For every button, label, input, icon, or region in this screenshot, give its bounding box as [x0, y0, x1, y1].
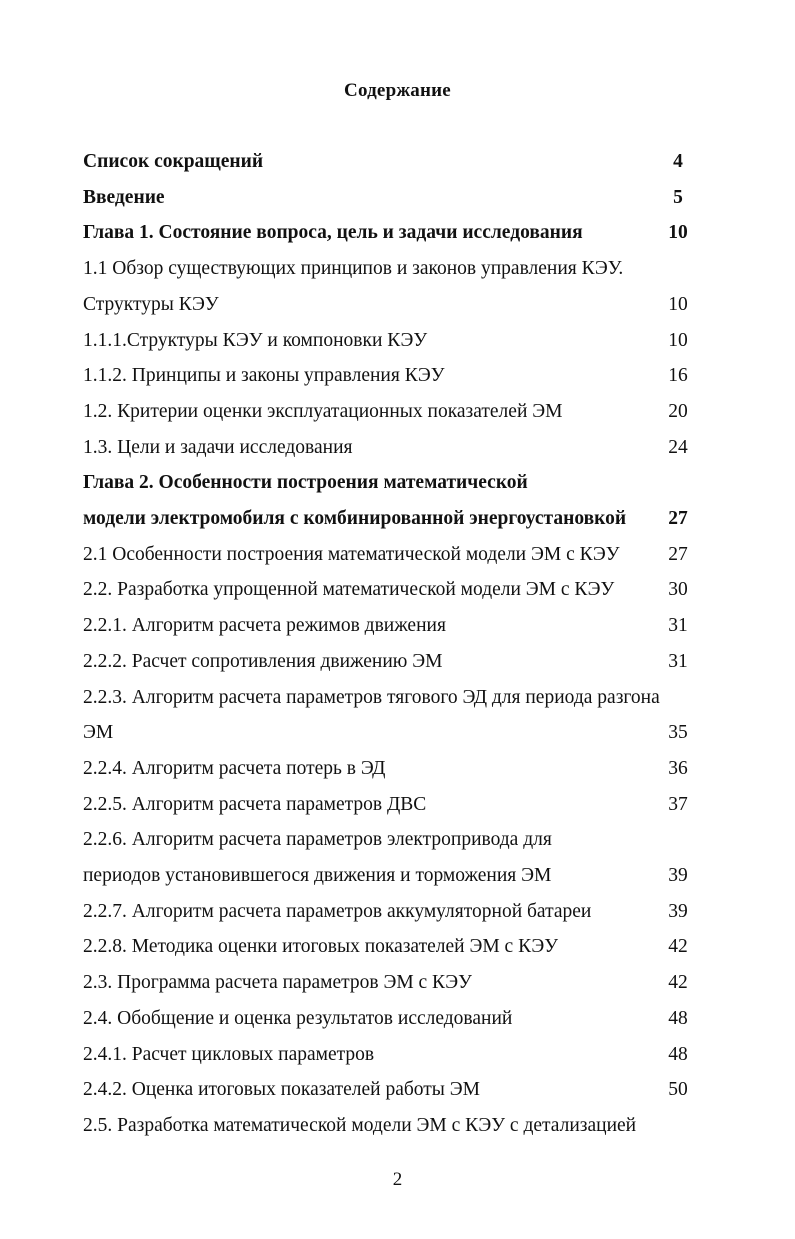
toc-entry-title: 2.2.3. Алгоритм расчета параметров тягового ЭД для периода разгона [83, 686, 660, 708]
toc-entry-page: 36 [668, 757, 688, 779]
toc-entry-title: Список сокращений [83, 151, 264, 172]
toc-entry-page: 27 [668, 508, 688, 529]
toc-entry-page: 35 [668, 722, 688, 744]
toc-entry-title: 2.4.2. Оценка итоговых показателей работы ЭМ [83, 1079, 480, 1101]
toc-entry-page: 10 [668, 222, 688, 244]
toc-entry-title: 1.1.2. Принципы и законы управления КЭУ [83, 365, 445, 387]
page-number: 2 [392, 1169, 403, 1190]
toc-entry-title: модели электромобиля с комбинированной энергоустановкой [83, 508, 627, 529]
toc-entry-page: 31 [668, 615, 688, 637]
toc-entry-page: 4 [673, 151, 683, 172]
toc-entry-page: 48 [668, 1007, 688, 1029]
toc-entry-title: Глава 1. Состояние вопроса, цель и задачи исследования [83, 222, 583, 244]
toc-entry-title: 2.2.5. Алгоритм расчета параметров ДВС [83, 793, 427, 815]
toc-entry-title: 2.2.2. Расчет сопротивления движению ЭМ [83, 650, 443, 672]
toc-entry-title: Глава 2. Особенности построения математической [83, 472, 528, 494]
toc-entry-page: 16 [668, 365, 688, 387]
toc-entry-page: 10 [668, 293, 688, 315]
toc-entry-title: 2.4. Обобщение и оценка результатов исследований [83, 1007, 513, 1029]
toc-entry-title: 1.3. Цели и задачи исследования [83, 436, 353, 458]
toc-entry-page: 24 [668, 436, 688, 458]
page-title: Содержание [344, 80, 451, 101]
toc-entry-page: 37 [668, 793, 688, 815]
toc-entry-title: 2.5. Разработка математической модели ЭМ с КЭУ с детализацией [83, 1114, 637, 1136]
toc-entry-page: 42 [668, 972, 688, 994]
toc-entry-title: 2.2.4. Алгоритм расчета потерь в ЭД [83, 757, 386, 779]
toc-entry-title: 2.2.8. Методика оценки итоговых показателей ЭМ с КЭУ [83, 936, 558, 958]
toc-entry-title: 1.1 Обзор существующих принципов и законов управления КЭУ. [83, 258, 624, 280]
toc-entry-title: 2.2.6. Алгоритм расчета параметров электропривода для [83, 829, 552, 851]
toc-entry-title: 2.3. Программа расчета параметров ЭМ с КЭУ [83, 972, 472, 994]
toc-entry-title: 2.2.1. Алгоритм расчета режимов движения [83, 615, 446, 637]
toc-entry-title: Структуры КЭУ [83, 293, 219, 315]
toc-entry-title: 1.1.1.Структуры КЭУ и компоновки КЭУ [83, 329, 428, 351]
toc-entry-title: ЭМ [83, 722, 114, 744]
toc-entry-page: 31 [668, 650, 688, 672]
toc-entry-title: 2.2. Разработка упрощенной математической модели ЭМ с КЭУ [83, 579, 615, 601]
toc-entry-title: Введение [83, 186, 165, 208]
toc-entry-title: 1.2. Критерии оценки эксплуатационных показателей ЭМ [83, 400, 563, 422]
toc-entry-title: периодов установившегося движения и торможения ЭМ [83, 865, 552, 886]
toc-entry-title: 2.4.1. Расчет цикловых параметров [83, 1043, 375, 1065]
toc-entry-page: 30 [668, 579, 688, 601]
toc-entry-title: 2.1 Особенности построения математической модели ЭМ с КЭУ [83, 543, 620, 565]
toc-entry-page: 39 [668, 900, 688, 922]
toc-entry-page: 48 [668, 1043, 688, 1065]
toc-entry-page: 50 [668, 1079, 688, 1101]
toc-entry-page: 39 [668, 865, 688, 886]
toc-entry-page: 42 [668, 936, 688, 958]
toc-entry-page: 27 [668, 543, 688, 565]
toc-entry-title: 2.2.7. Алгоритм расчета параметров аккумуляторной батареи [83, 900, 592, 922]
toc-entry-page: 5 [673, 186, 683, 208]
toc-entry-page: 20 [668, 400, 688, 422]
toc-entry-page: 10 [668, 329, 688, 351]
